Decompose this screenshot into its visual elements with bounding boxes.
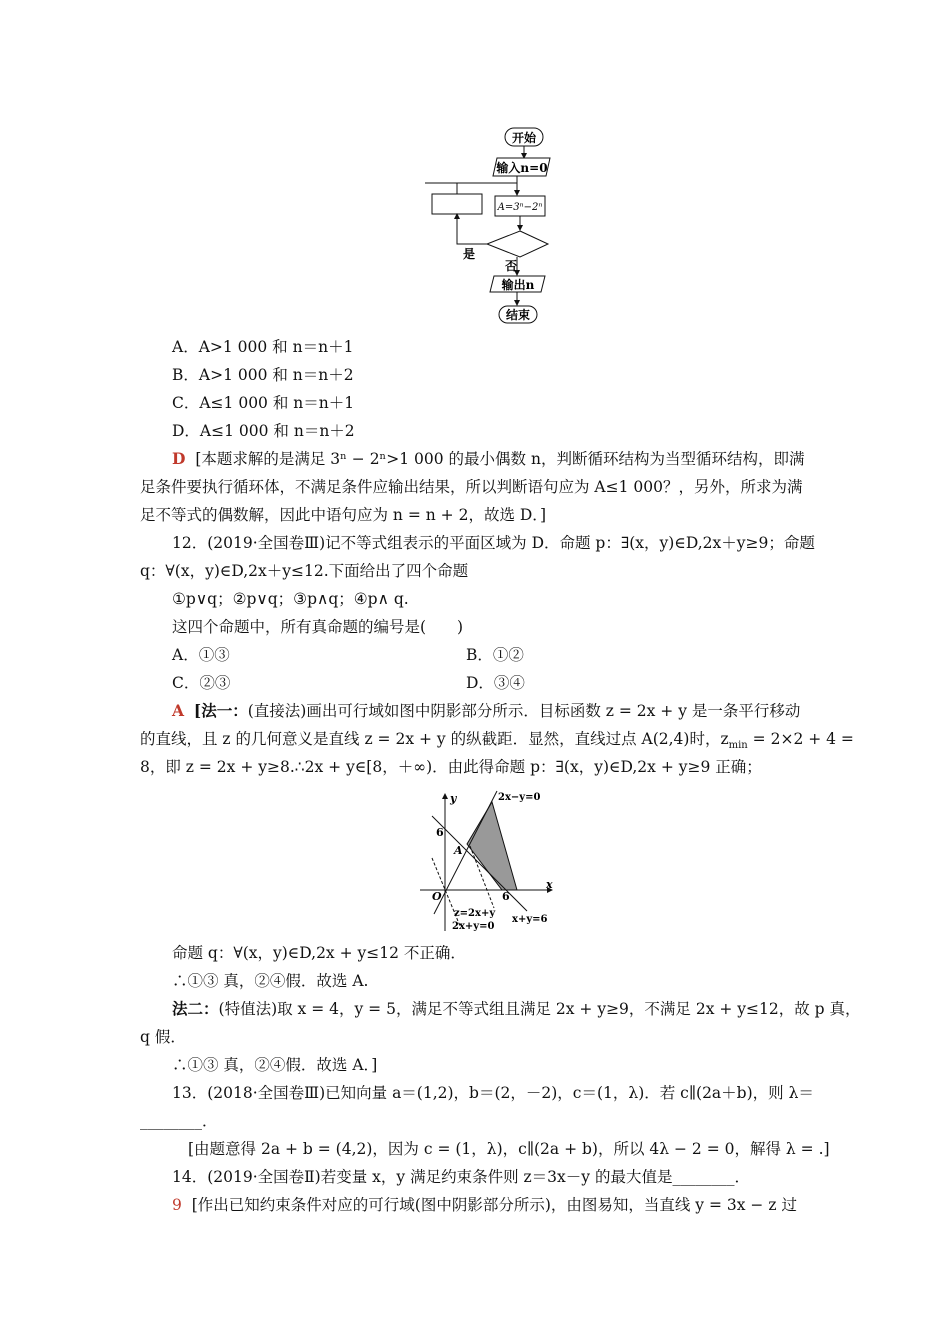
flowchart (425, 120, 565, 325)
q12-option-a: A．①③ (172, 646, 230, 664)
q12-method2-line (172, 998, 861, 1020)
q12-method1-label: [法一： (193, 701, 248, 720)
q12-method2-cont: q 假． (140, 1028, 186, 1046)
empty-process-box (432, 194, 482, 214)
q14-stem: 14．(2019·全国卷Ⅱ)若变量 x，y 满足约束条件则 z＝3x－y 的最大值是________． (172, 1168, 750, 1186)
q11-solution-line-2: 足条件要执行循环体，不满足条件应输出结果，所以判断语句应为 A≤1 000？，另外，所求为满 (140, 478, 803, 496)
line2-label: z=2x+y (454, 908, 496, 919)
feasible-region-graph (412, 786, 557, 936)
x-axis-label: x (546, 878, 553, 891)
line1-label: 2x−y=0 (498, 792, 541, 803)
q11-option-d: D．A≤1 000 和 n＝n＋2 (172, 422, 355, 440)
q14-solution-line (172, 1194, 797, 1216)
input-label: 输入n=0 (496, 161, 548, 175)
q11-option-c: C．A≤1 000 和 n＝n＋1 (172, 394, 355, 412)
y-axis-label: y (450, 792, 457, 805)
q11-solution-line-1 (172, 448, 804, 470)
q12-after-2: ∴①③ 真，②④假．故选 A. (172, 972, 369, 990)
q12-stem-2: q：∀(x，y)∈D,2x＋y≤12.下面给出了四个命题 (140, 562, 469, 580)
q12-solution-line-1 (172, 700, 800, 722)
q14-answer: 9 (172, 1196, 182, 1214)
tick-x-6: 6 (502, 890, 510, 903)
q12-after-1: 命题 q：∀(x，y)∈D,2x + y≤12 不正确． (172, 944, 466, 962)
q11-solution-line-3: 足不等式的偶数解，因此中语句应为 n = n + 2，故选 D．] (140, 506, 547, 524)
q12-option-b: B．①② (466, 646, 524, 664)
q11-option-a: A．A>1 000 和 n＝n＋1 (172, 338, 354, 356)
q12-answer: A (172, 701, 185, 720)
q14-solution-text: [作出已知约束条件对应的可行域(图中阴影部分所示)，由图易知，当直线 y = 3x − z 过 (191, 1196, 797, 1214)
q11-solution-text: [本题求解的是满足 3ⁿ − 2ⁿ>1 000 的最小偶数 n，判断循环结构为当型循环结构，即满 (195, 450, 805, 468)
q13-blank: ________． (140, 1112, 218, 1130)
shaded-region (467, 802, 517, 890)
q11-answer: D (172, 449, 186, 468)
line3-label: 2x+y=0 (452, 921, 495, 932)
assign-label: A=3ⁿ−2ⁿ (497, 202, 543, 213)
q12-option-c: C．②③ (172, 674, 231, 692)
q12-stem-1: 12．(2019·全国卷Ⅲ)记不等式组表示的平面区域为 D．命题 p：∃(x，y)∈D,2x＋y≥9；命题 (172, 534, 815, 552)
point-a-label: A (454, 844, 463, 857)
q12-solution-line-2 (140, 728, 854, 757)
zmin-rest: = 2×2 + 4 = (747, 730, 854, 748)
start-label: 开始 (511, 131, 537, 145)
q12-props: ①p∨q；②p∨q；③p∧q；④p∧ q. (172, 590, 409, 608)
yes-label: 是 (463, 247, 476, 261)
zmin-subscript: min (728, 740, 748, 752)
q12-ask: 这四个命题中，所有真命题的编号是( ) (172, 618, 464, 636)
end-label: 结束 (505, 308, 531, 322)
q13-solution: [由题意得 2a + b = (4,2)，因为 c = (1，λ)，c∥(2a + b)，所以 4λ − 2 = 0，解得 λ = .] (188, 1140, 830, 1158)
no-label: 否 (505, 259, 518, 273)
q12-method2-label: 法二： (172, 999, 219, 1018)
q13-stem: 13．(2018·全国卷Ⅲ)已知向量 a＝(1,2)，b＝(2，－2)，c＝(1，λ)．若 c∥(2a＋b)，则 λ＝ (172, 1084, 814, 1102)
q12-solution-text: (直接法)画出可行域如图中阴影部分所示．目标函数 z = 2x + y 是一条平行移动 (247, 702, 801, 720)
q12-solution-text-2: 的直线，且 z 的几何意义是直线 z = 2x + y 的纵截距．显然，直线过点 A(2,4)时，z (140, 730, 729, 748)
q11-option-b: B．A>1 000 和 n＝n＋2 (172, 366, 354, 384)
origin-label: O (432, 890, 442, 903)
q12-conclusion: ∴①③ 真，②④假．故选 A．] (172, 1056, 378, 1074)
output-label: 输出n (501, 278, 535, 292)
q12-solution-line-3: 8，即 z = 2x + y≥8.∴2x + y∈[8，＋∞)．由此得命题 p：∃(x，y)∈D,2x + y≥9 正确； (140, 758, 762, 776)
q12-method2-text: (特值法)取 x = 4，y = 5，满足不等式组且满足 2x + y≥9，不满足 2x + y≤12，故 p 真， (218, 1000, 861, 1018)
tick-y-6: 6 (436, 826, 444, 839)
q12-option-d: D．③④ (466, 674, 525, 692)
decision-diamond (487, 231, 548, 257)
line4-label: x+y=6 (512, 914, 548, 925)
